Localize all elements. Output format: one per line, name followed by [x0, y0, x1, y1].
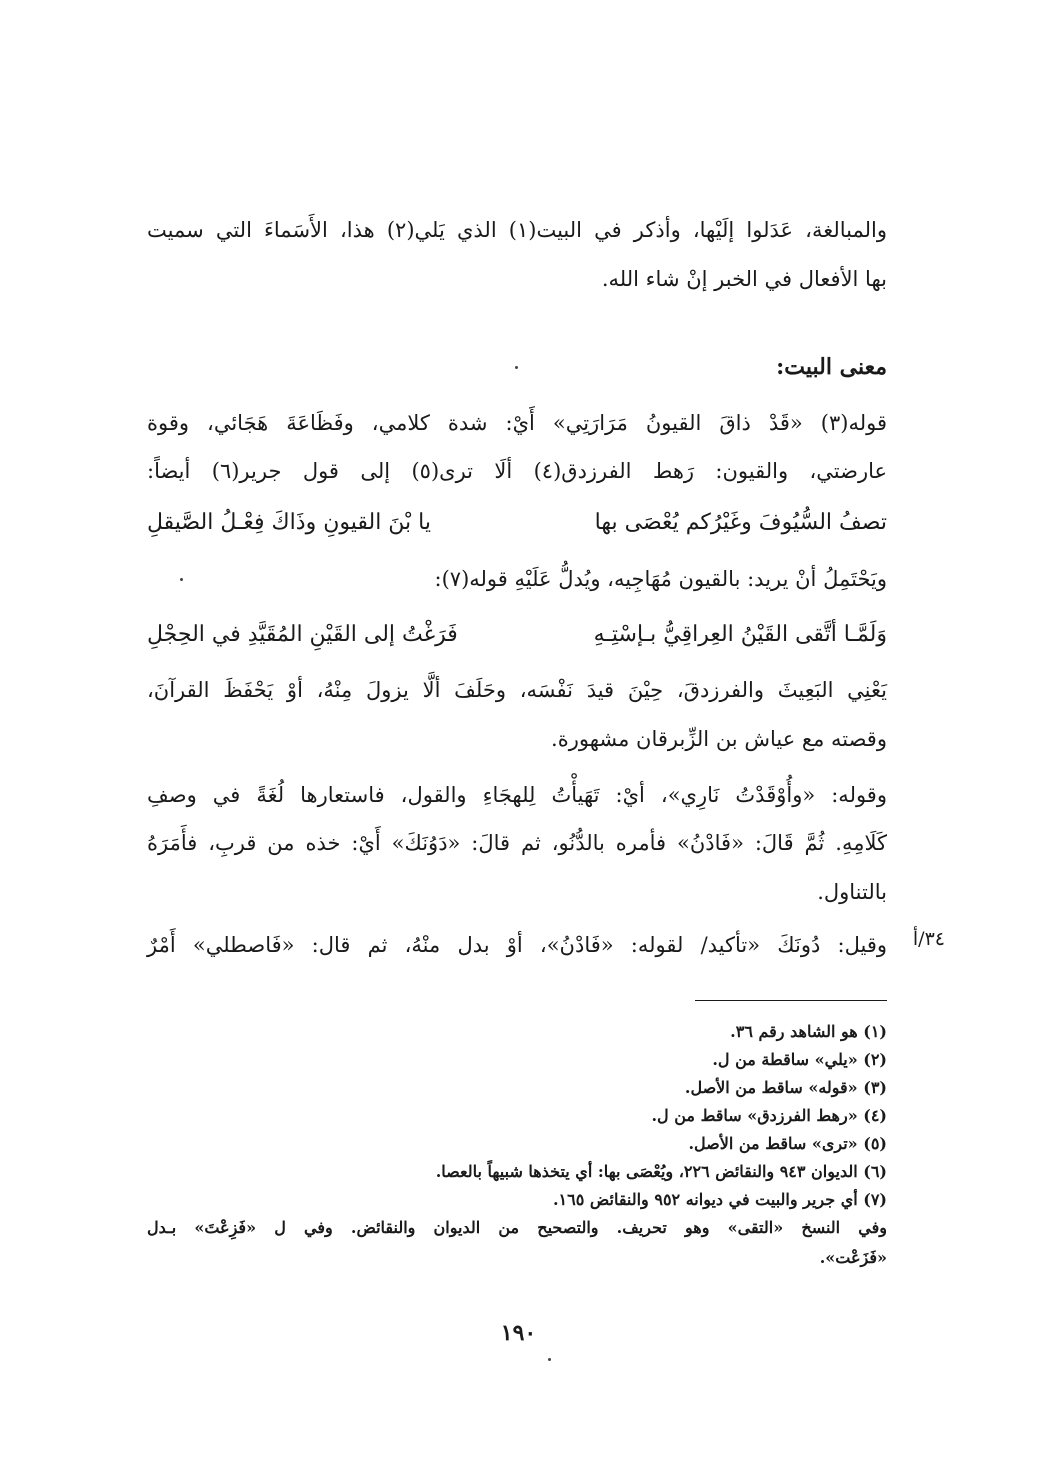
verse-second-hemistich: فَرَغْتُ إلى القَيْنِ المُقَيَّدِ في الحِجْلِ	[147, 622, 458, 647]
footnote-continuation: «فَزَعْت».	[819, 1248, 887, 1267]
scan-speck	[515, 366, 518, 369]
footnote: (٦) الديوان ٩٤٣ والنقائض ٢٢٦، ويُعْصَى بها: أي يتخذها شبيهاً بالعصا.	[435, 1162, 887, 1181]
paragraph-line: وقيل: دُونَكَ «تأكيد/ لقوله: «فَادْنُ»، أوْ بدل منْهُ، ثم قال: «فَاصطلي» أَمْرٌ	[147, 933, 887, 957]
footnote-continuation: وفي النسخ «التقى» وهو تحريف. والتصحيح من الديوان والنقائض. وفي ل «فَزِعْتَ» بـدل	[147, 1218, 887, 1237]
footnote: (١) هو الشاهد رقم ٣٦.	[730, 1022, 887, 1041]
paragraph-line: كَلَامِهِ. ثُمَّ قَالَ: «فَادْنُ» فأمره بالدُّنُو، ثم قالَ: «دَوُنَكَ» أَيْ: خذه من قربِ، فأَمَرَهُ	[147, 831, 887, 855]
paragraph-line: بها الأفعال في الخبر إنْ شاء الله.	[601, 267, 887, 291]
footnote-separator	[695, 1000, 887, 1001]
paragraph-line: يَعْنِي البَعِيثَ والفرزدقَ، حِيْنَ قيدَ نَفْسَه، وحَلَفَ ألَّا يزولَ مِنْهُ، أوْ يَحْفَظَ القرآنَ،	[147, 678, 887, 702]
scan-speck	[548, 1358, 551, 1361]
footnote: (٧) أي جرير والبيت في ديوانه ٩٥٢ والنقائض ١٦٥.	[552, 1190, 887, 1209]
verse-first-hemistich: وَلَمَّـا أتَّقى القَيْنُ العِراقِيُّ بـإسْتِـهِ	[593, 622, 887, 647]
footnote: (٤) «رهط الفرزدق» ساقط من ل.	[651, 1106, 887, 1125]
footnote: (٥) «ترى» ساقط من الأصل.	[688, 1134, 887, 1153]
verse-second-hemistich: يا بْنَ القيونِ وذَاكَ فِعْـلُ الصَّيقلِ	[147, 510, 431, 535]
paragraph-line: عارضتي، والقيون: رَهط الفرزدق(٤) ألَا ترى(٥) إلى قول جرير(٦) أيضاً:	[147, 459, 888, 483]
verse-first-hemistich: تصفُ السُّيُوفَ وغَيْرُكم يُعْصَى بها	[594, 510, 887, 535]
footnote: (٣) «قوله» ساقط من الأصل.	[684, 1078, 887, 1097]
page-number: ١٩٠	[500, 1320, 537, 1346]
paragraph-line: بالتناول.	[817, 880, 887, 904]
paragraph-line: والمبالغة، عَدَلوا إلَيْها، وأذكر في البيت(١) الذي يَلي(٢) هذا، الأَسَماءَ التي سميت	[147, 218, 887, 242]
manuscript-folio-note: ٣٤/أ	[912, 928, 945, 950]
paragraph-line: وقصته مع عياش بن الزِّبرقان مشهورة.	[551, 727, 887, 751]
paragraph-line: قوله(٣) «قَدْ ذاقَ القيونُ مَرَارَتِي» أَيْ: شدة كلامي، وفَظَاعَةَ هَجَائي، وقوة	[147, 411, 887, 435]
section-heading: معنى البيت:	[776, 354, 887, 380]
paragraph-line: ويَحْتَمِلُ أنْ يريد: بالقيون مُهَاجِيه، ويُدلُّ عَلَيْهِ قوله(٧):	[434, 567, 887, 591]
scan-speck	[180, 578, 183, 581]
paragraph-line: وقوله: «وأُوْقَدْتُ نَارِي»، أيْ: تَهَيأْتُ لِلهجَاءِ والقول، فاستعارها لُغَةً في وصفِ	[147, 783, 887, 807]
footnote: (٢) «يلي» ساقطة من ل.	[712, 1050, 887, 1069]
